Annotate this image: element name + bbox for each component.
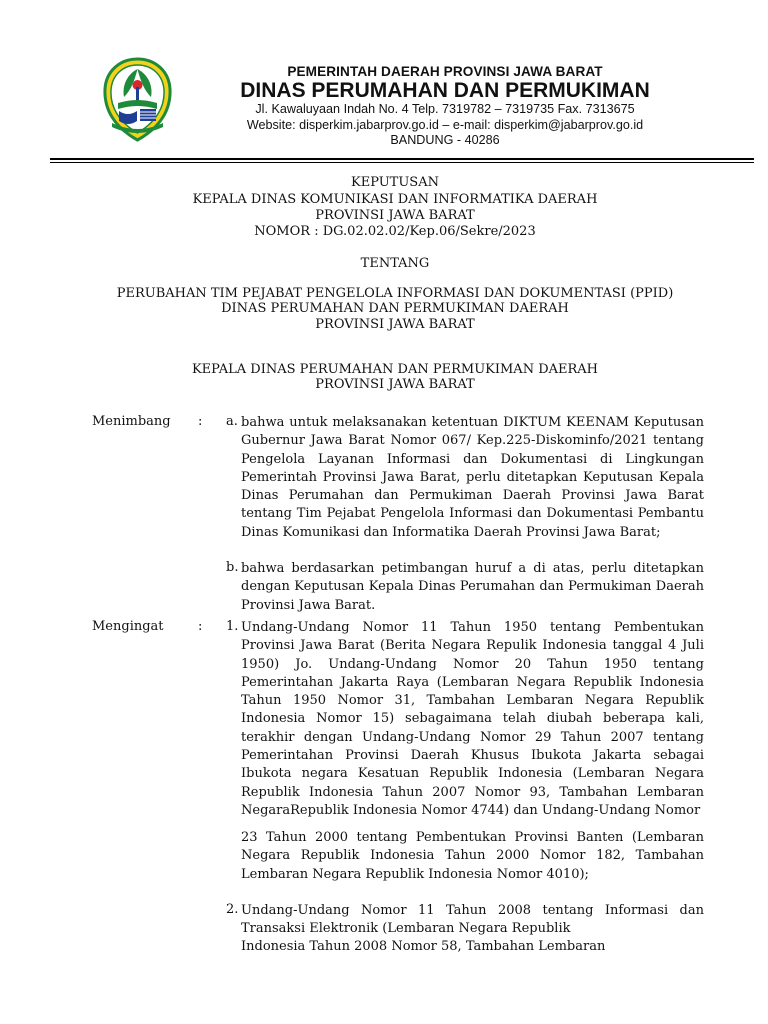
- letterhead-address: Jl. Kawaluyaan Indah No. 4 Telp. 7319782 – 7319735 Fax. 7313675: [255, 102, 635, 116]
- mengingat-item-1: Undang-Undang Nomor 11 Tahun 1950 tentang Pembentukan Provinsi Jawa Barat (Berita Negara Repulik Indonesia tanggal 4 Juli 1950) Jo. Undang-Undang Nomor 20 Tahun 1950 tentang Pemerintahan Jakarta Raya (Lembaran Negara Republik Indonesia Tahun 1950 Nomor 31, Tambahan Lembaran Negara Republik Indonesia Nomor 15) sebagaimana telah diubah beberapa kali, terakhir dengan Undang-Undang Nomor 29 Tahun 2007 tentang Pemerintahan Provinsi Daerah Khusus Ibukota Jakarta sebagai Ibukota negara Kesatuan Republik Indonesia (Lembaran Negara Republik Indonesia Tahun 2007 Nomor 93, Tambahan Lembaran NegaraRepublik Indonesia Nomor 4744) dan Undang-Undang Nomor: [241, 620, 704, 818]
- mengingat-item-2: Undang-Undang Nomor 11 Tahun 2008 tentang Informasi dan Transaksi Elektronik (Lembaran Negara Republik: [241, 903, 704, 937]
- letterhead-city: BANDUNG - 40286: [390, 133, 500, 147]
- menimbang-marker-b: b.: [226, 560, 239, 575]
- menimbang-label: Menimbang: [92, 414, 171, 429]
- letterhead-rule-thick: [50, 158, 754, 160]
- mengingat-label: Mengingat: [92, 619, 164, 634]
- menimbang-colon: :: [198, 414, 203, 429]
- jawa-barat-crest-icon: [100, 57, 175, 142]
- letterhead-agency: DINAS PERUMAHAN DAN PERMUKIMAN: [240, 79, 650, 102]
- menimbang-item-a: bahwa untuk melaksanakan ketentuan DIKTUM KEENAM Keputusan Gubernur Jawa Barat Nomor 067/ Kep.225-Diskominfo/2021 tentang Pengelola Layanan Informasi dan Dokumentasi di Lingkungan Pemerintah Provinsi Jawa Barat, perlu ditetapkan Keputusan Kepala Dinas Perumahan dan Permukiman Daerah Provinsi Jawa Barat tentang Tim Pejabat Pengelola Informasi dan Dokumentasi Pembantu Dinas Komunikasi dan Informatika Daerah Provinsi Jawa Barat;: [241, 415, 704, 540]
- letterhead-government: PEMERINTAH DAERAH PROVINSI JAWA BARAT: [287, 64, 603, 79]
- letterhead-rule-thin: [50, 162, 754, 163]
- decree-about: TENTANG: [360, 256, 430, 271]
- mengingat-marker-2: 2.: [226, 902, 239, 917]
- decree-issuer: KEPALA DINAS KOMUNIKASI DAN INFORMATIKA DAERAH: [192, 192, 598, 207]
- decree-subject-province: PROVINSI JAWA BARAT: [315, 317, 475, 332]
- mengingat-colon: :: [198, 619, 203, 634]
- mengingat-marker-1: 1.: [226, 619, 239, 634]
- mengingat-item-2-continued: Indonesia Tahun 2008 Nomor 58, Tambahan Lembaran: [241, 939, 606, 954]
- decree-title: KEPUTUSAN: [351, 175, 439, 190]
- decree-subject: PERUBAHAN TIM PEJABAT PENGELOLA INFORMASI DAN DOKUMENTASI (PPID): [116, 286, 674, 301]
- menimbang-item-b: bahwa berdasarkan petimbangan huruf a di atas, perlu ditetapkan dengan Keputusan Kepala Dinas Perumahan dan Permukiman Daerah Provinsi Jawa Barat.: [241, 561, 704, 613]
- decree-subject-agency: DINAS PERUMAHAN DAN PERMUKIMAN DAERAH: [221, 301, 569, 316]
- menimbang-marker-a: a.: [226, 414, 238, 429]
- official-title: KEPALA DINAS PERUMAHAN DAN PERMUKIMAN DAERAH: [191, 362, 599, 377]
- decree-issuer-province: PROVINSI JAWA BARAT: [315, 208, 475, 223]
- decree-number: NOMOR : DG.02.02.02/Kep.06/Sekre/2023: [254, 224, 536, 239]
- mengingat-item-1-continued: 23 Tahun 2000 tentang Pembentukan Provinsi Banten (Lembaran Negara Republik Indonesia Tahun 2000 Nomor 182, Tambahan Lembaran Negara Republik Indonesia Nomor 4010);: [241, 830, 704, 882]
- letterhead-website: Website: disperkim.jabarprov.go.id – e-mail: disperkim@jabarprov.go.id: [246, 118, 644, 132]
- official-province: PROVINSI JAWA BARAT: [315, 377, 475, 392]
